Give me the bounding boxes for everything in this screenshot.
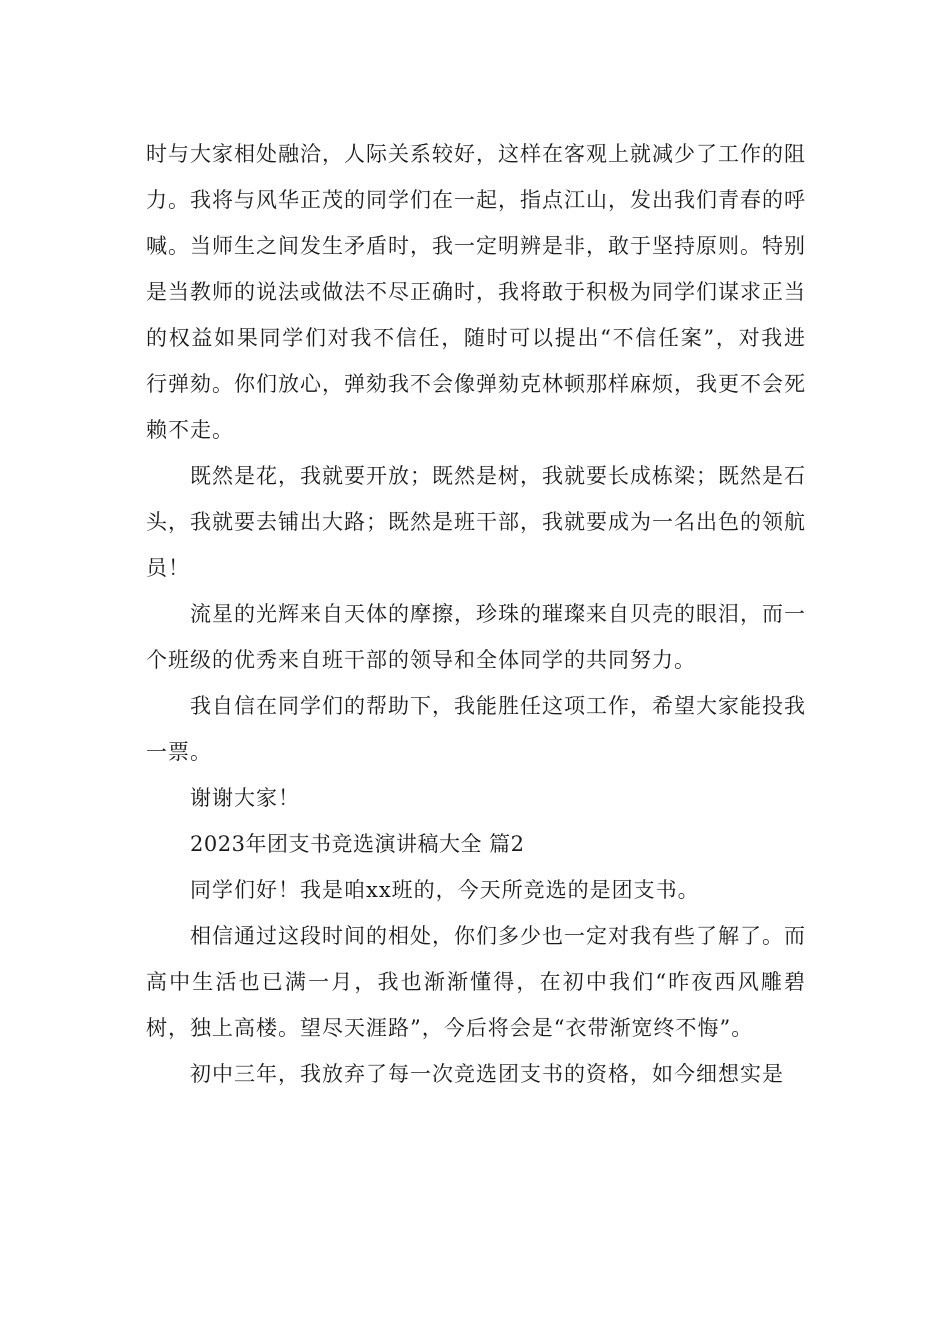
document-body [146, 131, 806, 1097]
paragraph-continuation: 时与大家相处融洽，人际关系较好，这样在客观上就减少了工作的阻力。我将与风华正茂的同学们在一起，指点江山，发出我们青春的呼喊。当师生之间发生矛盾时，我一定明辨是非，敢于坚持原则。特别是当教师的说法或做法不尽正确时，我将敢于积极为同学们谋求正当的权益如果同学们对我不信任，随时可以提出“不信任案”，对我进行弹劾。你们放心，弹劾我不会像弹劾克林顿那样麻烦，我更不会死赖不走。 [146, 142, 806, 442]
paragraph-confidence: 我自信在同学们的帮助下，我能胜任这项工作，希望大家能投我一票。 [146, 694, 806, 764]
paragraph-understanding: 相信通过这段时间的相处，你们多少也一定对我有些了解了。而高中生活也已满一月，我也渐渐懂得，在初中我们“昨夜西风雕碧树，独上高楼。望尽天涯路”，今后将会是“衣带渐宽终不悔”。 [146, 924, 806, 1040]
paragraph-junior-high: 初中三年，我放弃了每一次竞选团支书的资格，如今细想实是 [190, 1062, 784, 1086]
paragraph-greeting: 同学们好！我是咱xx班的，今天所竞选的是团支书。 [190, 878, 700, 902]
paragraph-flower-tree: 既然是花，我就要开放；既然是树，我就要长成栋梁；既然是石头，我就要去铺出大路；既然是班干部，我就要成为一名出色的领航员！ [146, 464, 806, 580]
section-heading: 2023年团支书竞选演讲稿大全 篇2 [190, 832, 525, 856]
paragraph-meteor-pearl: 流星的光辉来自天体的摩擦，珍珠的璀璨来自贝壳的眼泪，而一个班级的优秀来自班干部的领导和全体同学的共同努力。 [146, 602, 806, 672]
paragraph-thanks: 谢谢大家！ [190, 786, 300, 810]
